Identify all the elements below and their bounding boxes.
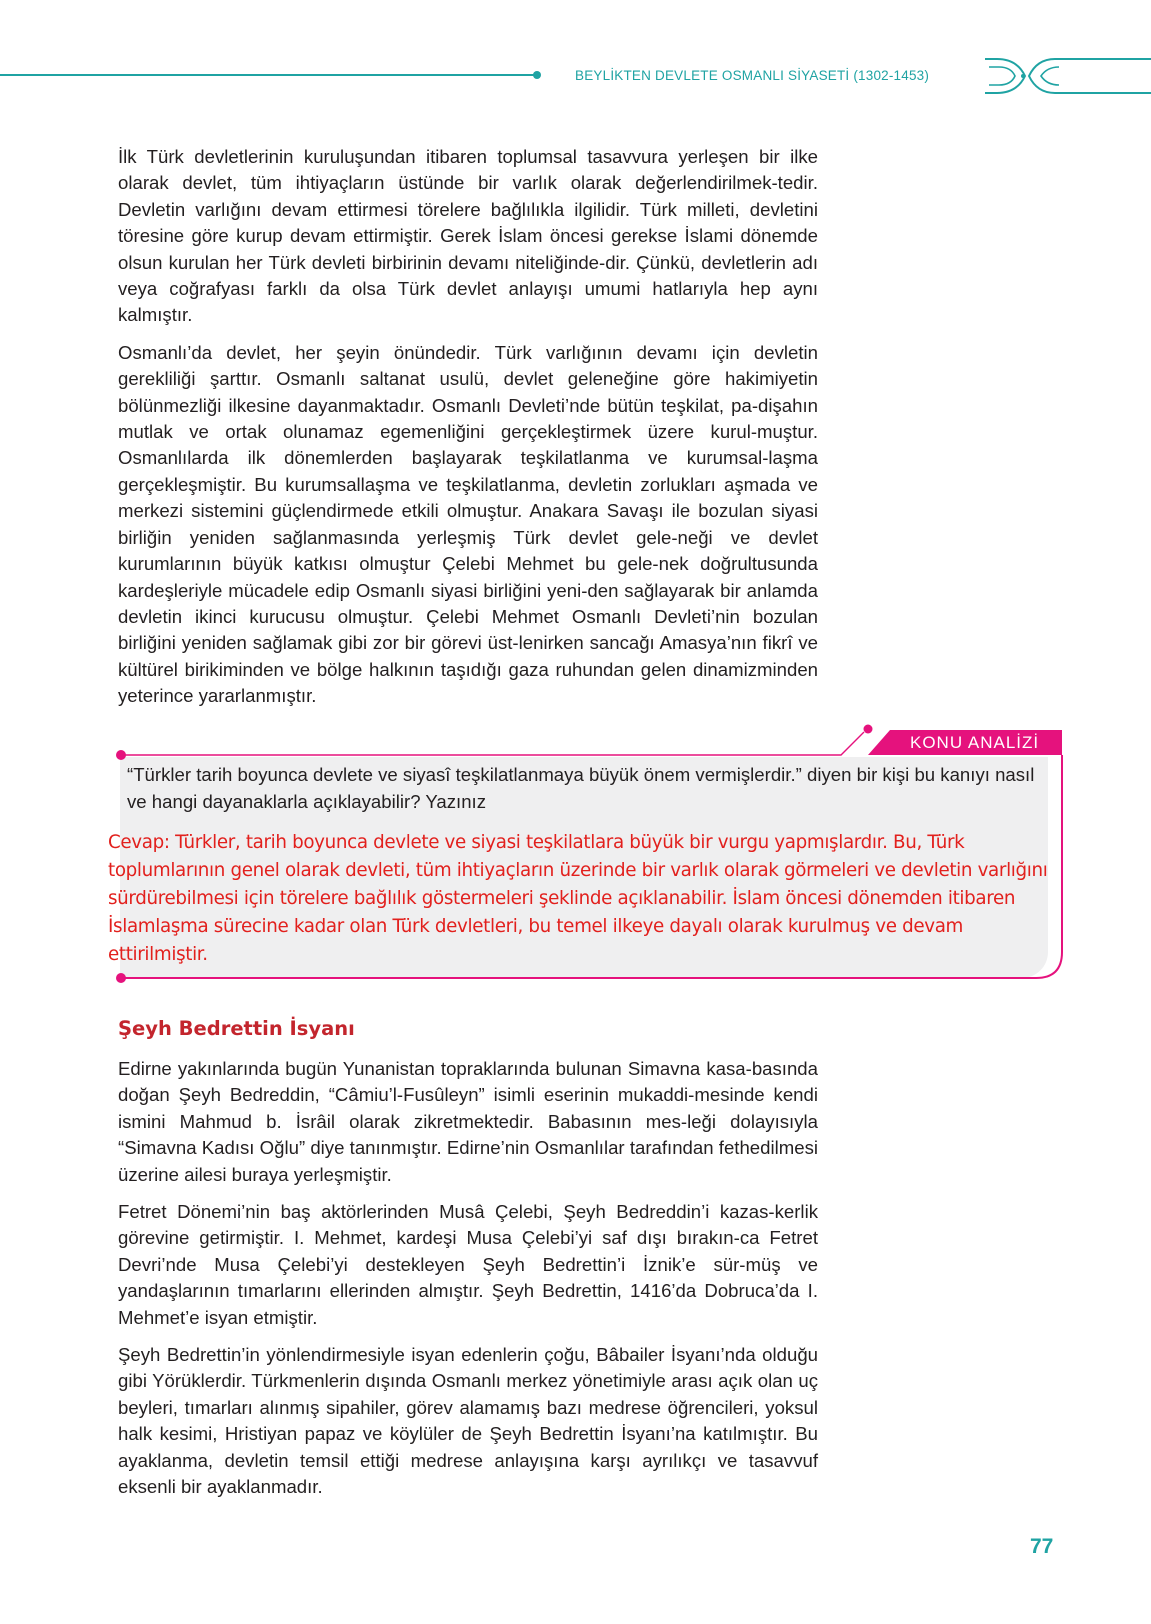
- page-number: 77: [1030, 1535, 1054, 1558]
- section-heading: Şeyh Bedrettin İsyanı: [118, 1017, 355, 1040]
- section-paragraph-1: Edirne yakınlarında bugün Yunanistan topraklarında bulunan Simavna kasa-basında doğan Şeyh Bedreddin, “Câmiu’l-Fusûleyn” isimli eserinin mukaddi-mesinde kendi ismini Mahmud b. İsrâil olarak zikretmektedir. Babasının mes-leği dolayısıyla “Simavna Kadısı Oğlu” diye tanınmıştır. Edirne’nin Osmanlılar tarafından fethedilmesi üzerine ailesi buraya yerleşmiştir.: [118, 1058, 818, 1185]
- running-header-title: BEYLİKTEN DEVLETE OSMANLI SİYASETİ (1302-1453): [575, 68, 930, 83]
- header-ornament-icon: [985, 55, 1151, 97]
- section-paragraph-2: Fetret Dönemi’nin baş aktörlerinden Musâ Çelebi, Şeyh Bedreddin’i kazas-kerlik görevine getirmiştir. I. Mehmet, kardeşi Musa Çelebi’yi saf dışı bırakın-ca Fetret Devri’nde Musa Çelebi’yi destekleyen Şeyh Bedrettin’i İznik’e sür-müş ve yandaşlarının tımarlarını ellerinden almıştır. Şeyh Bedrettin, 1416’da Dobruca’da I. Mehmet’e isyan etmiştir.: [118, 1201, 818, 1328]
- header-rule-dot: [533, 71, 541, 79]
- topic-analysis-label: KONU ANALİZİ: [910, 733, 1040, 752]
- section-paragraph-3: Şeyh Bedrettin’in yönlendirmesiyle isyan edenlerin çoğu, Bâbailer İsyanı’nda olduğu gibi Yörüklerdir. Türkmenlerin dışında Osmanlı merkez yönetimiyle arası açık olan uç beyleri, tımarları alınmış sipahiler, görev alamamış bazı medrese öğrencileri, yoksul halk kesimi, Hristiyan papaz ve köylüler de Şeyh Bedrettin İsyanı’na katılmıştır. Bu ayaklanma, devletin temsil ettiği medrese anlayışına karşı ayrılıkçı ve tasavvuf eksenli bir ayaklanmadır.: [118, 1344, 818, 1498]
- section-text: [118, 1056, 818, 1501]
- header-rule: [0, 74, 537, 76]
- intro-text: [118, 144, 818, 710]
- analysis-question: “Türkler tarih boyunca devlete ve siyasî teşkilatlanmaya büyük önem vermişlerdir.” diyen bir kişi bu kanıyı nasıl ve hangi dayanaklarla açıklayabilir? Yazınız: [127, 764, 1035, 812]
- analysis-answer: Cevap: Türkler, tarih boyunca devlete ve siyasi teşkilatlara büyük bir vurgu yapmışlardır. Bu, Türk toplumlarının genel olarak devleti, tüm ihtiyaçların üzerinde bir varlık olarak görmeleri ve devletin varlığını sürdürebilmesi için törelere bağlılık göstermeleri şeklinde açıklanabilir. İslam öncesi dönemden itibaren İslamlaşma sürecine kadar olan Türk devletleri, bu temel ilkeye dayalı olarak kurulmuş ve devam ettirilmiştir.: [108, 832, 1048, 965]
- intro-paragraph-1: İlk Türk devletlerinin kuruluşundan itibaren toplumsal tasavvura yerleşen bir ilke olarak devlet, tüm ihtiyaçların üstünde bir varlık olarak değerlendirilmek-tedir. Devletin varlığını devam ettirmesi törelere bağlılıkla ilgilidir. Türk milleti, devletini töresine göre kurup devam ettirmiştir. Gerek İslam öncesi gerekse İslami dönemde olsun kurulan her Türk devleti birbirinin devamı niteliğinde-dir. Çünkü, devletlerin adı veya coğrafyası farklı da olsa Türk devlet anlayışı umumi hatlarıyla hep aynı kalmıştır.: [118, 146, 818, 326]
- intro-paragraph-2: Osmanlı’da devlet, her şeyin önündedir. Türk varlığının devamı için devletin gerekliliği şarttır. Osmanlı saltanat usulü, devlet geleneğine göre hakimiyetin bölünmezliği ilkesine dayanmaktadır. Osmanlı Devleti’nde bütün teşkilat, pa-dişahın mutlak ve ortak olunamaz egemenliğini gerçekleştirmek üzere kurul-muştur. Osmanlılarda ilk dönemlerden başlayarak teşkilatlanma ve kurumsal-laşma gerçekleşmiştir. Bu kurumsallaşma ve teşkilatlanma, devletin zorlukları aşmada ve merkezi sistemini güçlendirmede etkili olmuştur. Anakara Savaşı ile bozulan siyasi birliğin yeniden sağlanmasında yerleşmiş Türk devlet gele-neği ve devlet kurumlarının büyük katkısı olmuştur Çelebi Mehmet bu gele-nek doğrultusunda kardeşleriyle mücadele edip Osmanlı siyasi birliğini yeni-den sağlayarak bir anlamda devletin ikinci kurucusu olmuştur. Çelebi Mehmet Osmanlı Devleti’nin bozulan birliğini yeniden sağlamak gibi zor bir görevi üst-lenirken sancağı Amasya’nın fikrî ve kültürel birikiminden ve bölge halkının taşıdığı gaza ruhundan gelen dinamizminden yeterince yararlanmıştır.: [118, 341, 818, 707]
